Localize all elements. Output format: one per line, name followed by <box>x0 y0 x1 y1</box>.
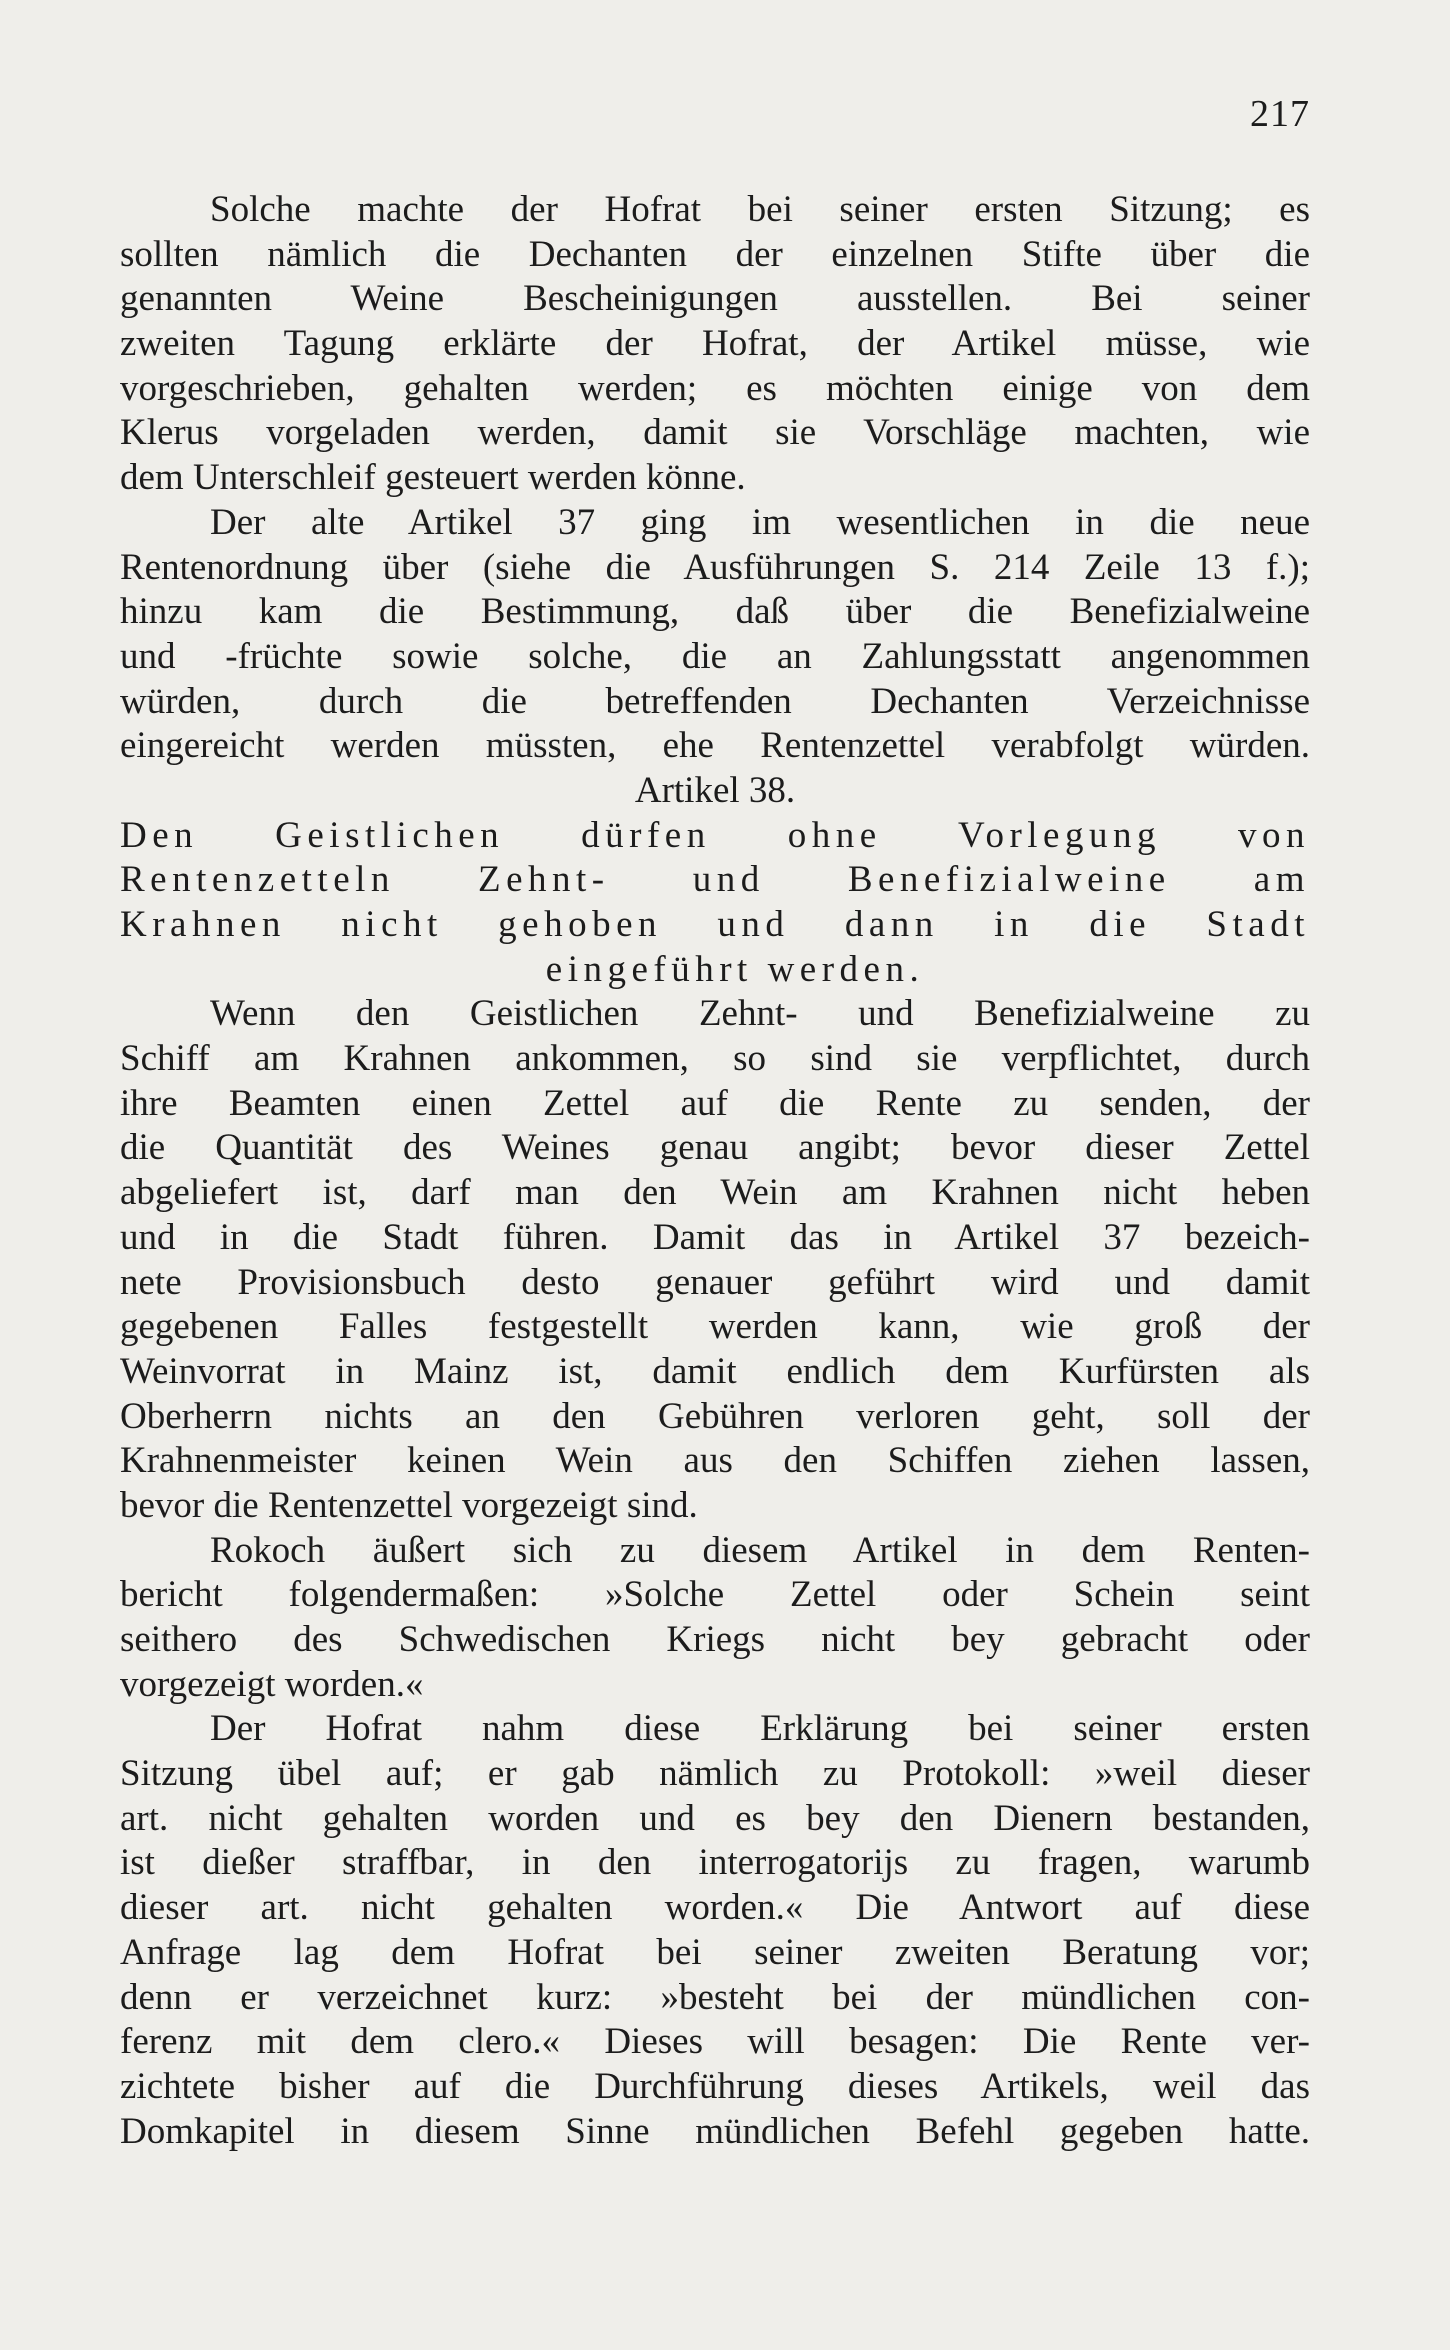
text-line: vorgeschrieben, gehalten werden; es möchten einige von dem <box>120 367 1310 409</box>
text-line: abgeliefert ist, darf man den Wein am Krahnen nicht heben <box>120 1172 1310 1214</box>
article-summary-line: Den Geistlichen dürfen ohne Vorlegung von <box>120 814 1310 856</box>
text-line: würden, durch die betreffenden Dechanten Verzeichnisse <box>120 680 1310 722</box>
article-summary-line: Krahnen nicht gehoben und dann in die Stadt <box>120 904 1310 945</box>
text-line: hinzu kam die Bestimmung, daß über die Benefizialweine <box>120 591 1310 633</box>
text-line: zichtete bisher auf die Durchführung dieses Artikels, weil das <box>120 2065 1310 2107</box>
text-line: dem Unterschleif gesteuert werden könne. <box>120 457 746 499</box>
text-line: Der Hofrat nahm diese Erklärung bei seiner ersten <box>210 1708 1310 1750</box>
text-line: und in die Stadt führen. Damit das in Artikel 37 bezeich- <box>120 1216 1310 1258</box>
text-line: Anfrage lag dem Hofrat bei seiner zweiten Beratung vor; <box>120 1931 1310 1973</box>
text-line: genannten Weine Bescheinigungen ausstellen. Bei seiner <box>120 278 1310 320</box>
text-line: Krahnenmeister keinen Wein aus den Schiffen ziehen lassen, <box>120 1440 1310 1482</box>
text-line: vorgezeigt worden.« <box>120 1663 424 1705</box>
text-line: gegebenen Falles festgestellt werden kann, wie groß der <box>120 1306 1310 1348</box>
text-line: zweiten Tagung erklärte der Hofrat, der Artikel müsse, wie <box>120 323 1310 365</box>
text-line: ist dießer straffbar, in den interrogatorijs zu fragen, warumb <box>120 1842 1310 1884</box>
text-line: denn er verzeichnet kurz: »besteht bei der mündlichen con- <box>120 1976 1310 2018</box>
text-line: ihre Beamten einen Zettel auf die Rente zu senden, der <box>120 1082 1310 1124</box>
body-text <box>120 188 1310 2154</box>
text-line: ferenz mit dem clero.« Dieses will besagen: Die Rente ver- <box>120 2021 1310 2063</box>
article-summary-line: Rentenzetteln Zehnt- und Benefizialweine am <box>120 859 1310 901</box>
text-line: Sitzung übel auf; er gab nämlich zu Protokoll: »weil dieser <box>120 1753 1310 1795</box>
text-line: die Quantität des Weines genau angibt; bevor dieser Zettel <box>120 1127 1310 1169</box>
text-line: bevor die Rentenzettel vorgezeigt sind. <box>120 1484 698 1526</box>
article-heading: Artikel 38. <box>634 769 796 811</box>
text-line: eingereicht werden müssten, ehe Rentenzettel verabfolgt würden. <box>120 725 1310 767</box>
text-line: Schiff am Krahnen ankommen, so sind sie verpflichtet, durch <box>120 1038 1310 1080</box>
text-line: Weinvorrat in Mainz ist, damit endlich dem Kurfürsten als <box>120 1350 1310 1392</box>
text-line: Klerus vorgeladen werden, damit sie Vorschläge machten, wie <box>120 412 1310 454</box>
text-line: nete Provisionsbuch desto genauer geführt wird und damit <box>120 1261 1310 1303</box>
text-line: Oberherrn nichts an den Gebühren verloren geht, soll der <box>120 1395 1310 1437</box>
text-line: seithero des Schwedischen Kriegs nicht bey gebracht oder <box>120 1619 1310 1660</box>
text-line: art. nicht gehalten worden und es bey den Dienern bestanden, <box>120 1797 1310 1839</box>
text-line: Der alte Artikel 37 ging im wesentlichen in die neue <box>210 501 1310 543</box>
text-line: sollten nämlich die Dechanten der einzelnen Stifte über die <box>120 233 1310 275</box>
text-line: Solche machte der Hofrat bei seiner ersten Sitzung; es <box>210 189 1310 230</box>
text-line: Rentenordnung über (siehe die Ausführungen S. 214 Zeile 13 f.); <box>120 546 1310 588</box>
text-line: dieser art. nicht gehalten worden.« Die Antwort auf diese <box>120 1887 1310 1929</box>
text-line: bericht folgendermaßen: »Solche Zettel oder Schein seint <box>120 1574 1310 1616</box>
text-line: Rokoch äußert sich zu diesem Artikel in dem Renten- <box>210 1529 1310 1571</box>
article-summary-line: eingeführt werden. <box>545 948 925 990</box>
text-line: Domkapitel in diesem Sinne mündlichen Befehl gegeben hatte. <box>120 2110 1310 2152</box>
text-line: und -früchte sowie solche, die an Zahlungsstatt angenommen <box>120 635 1310 677</box>
text-line: Wenn den Geistlichen Zehnt- und Benefizialweine zu <box>210 993 1310 1035</box>
page-number: 217 <box>1250 93 1310 135</box>
